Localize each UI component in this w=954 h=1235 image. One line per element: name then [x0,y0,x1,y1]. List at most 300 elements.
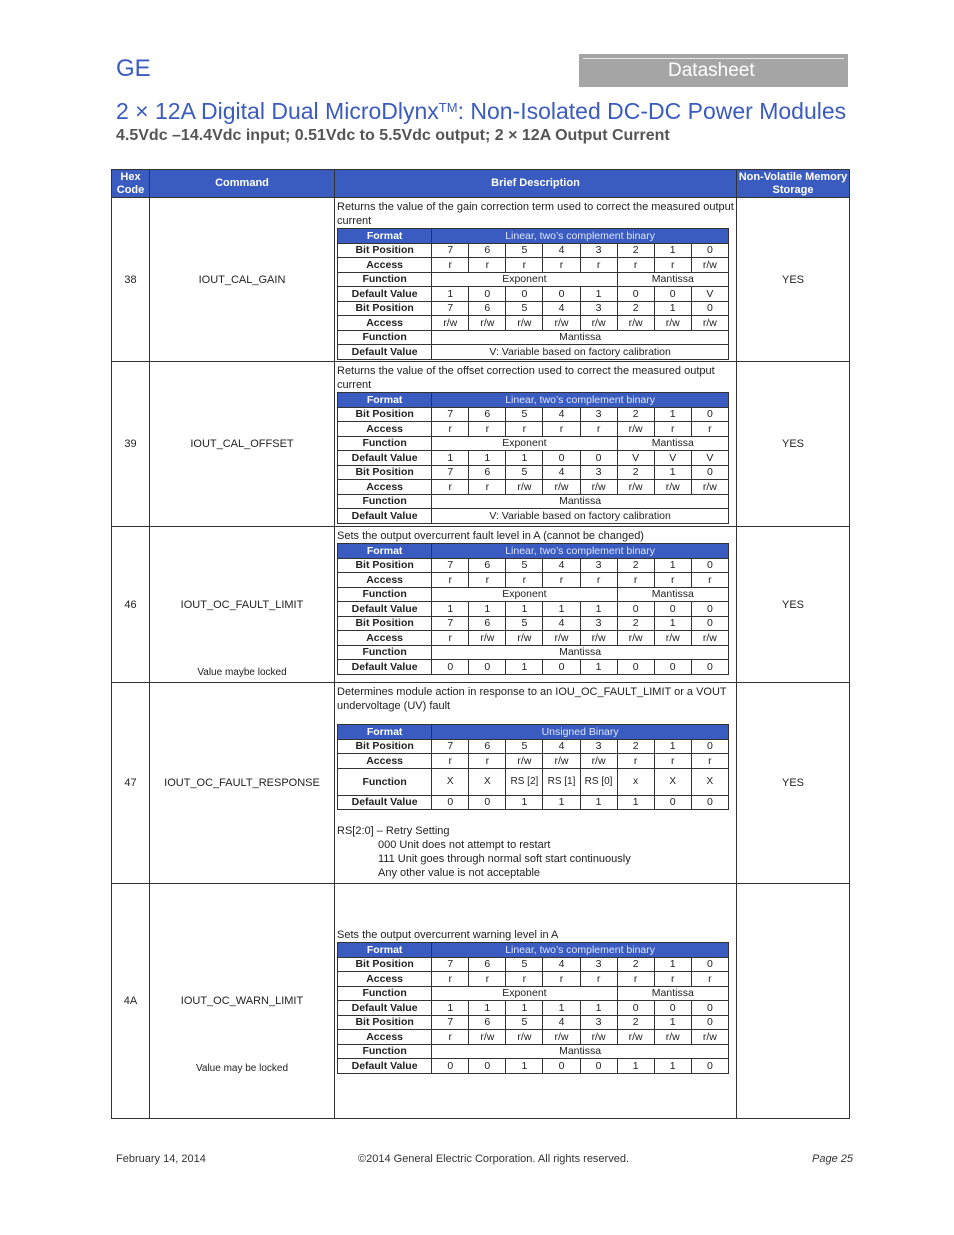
bit-cell: 0 [691,1001,728,1016]
header-brief-description: Brief Description [335,170,737,198]
bit-cell: 1 [580,287,617,302]
bit-cell: r [506,258,543,273]
access-row [338,754,729,769]
bit-cell: 1 [617,795,654,810]
bit-position-row [338,465,729,480]
row-label: Format [338,943,432,958]
bit-cell: r/w [617,422,654,437]
register-table [337,228,729,360]
notes-heading: RS[2:0] – Retry Setting [337,825,450,837]
function-row [338,494,729,509]
nvm-value [737,884,850,1119]
bit-cell: r [432,631,469,646]
nvm-value: YES [737,527,850,683]
exponent-cell: Exponent [432,587,617,602]
row-label: Format [338,393,432,408]
format-value: Linear, two’s complement binary [432,229,729,244]
bit-cell: 2 [617,616,654,631]
brief-description [335,362,737,527]
bit-cell: r/w [691,631,728,646]
bit-cell: r [580,573,617,588]
row-label: Function [338,645,432,660]
bit-cell: r [691,573,728,588]
bit-cell: 3 [580,558,617,573]
bit-cell: 3 [580,243,617,258]
bit-cell: 7 [432,957,469,972]
bit-cell: 1 [654,465,691,480]
bit-cell: r/w [469,316,506,331]
header-command: Command [150,170,335,198]
function-row [338,986,729,1001]
bit-position-row [338,301,729,316]
bit-cell: RS [0] [580,768,617,795]
bit-cell: 1 [432,602,469,617]
mantissa-cell: Mantissa [432,645,729,660]
bit-cell: r/w [617,631,654,646]
title-main: 2 × 12A Digital Dual MicroDlynx [116,98,439,124]
function-row [338,436,729,451]
notes-line: 111 Unit goes through normal soft start continuously [378,853,631,865]
default-value-row [338,509,729,524]
bit-cell: 7 [432,243,469,258]
default-value-row [338,1059,729,1074]
bit-cell: r/w [617,316,654,331]
row-label: Bit Position [338,957,432,972]
row-label: Access [338,316,432,331]
bit-cell: 0 [469,660,506,675]
bit-cell: 4 [543,739,580,754]
footer-page-number: Page 25 [812,1153,853,1165]
bit-cell: 1 [654,957,691,972]
description-text: Sets the output overcurrent warning level in A [337,929,559,941]
bit-cell: 0 [691,660,728,675]
bit-cell: 1 [580,795,617,810]
bit-cell: r/w [543,316,580,331]
bit-cell: 1 [580,660,617,675]
bit-cell: r/w [580,480,617,495]
bit-cell: r [506,972,543,987]
bit-cell: r [654,972,691,987]
description-text: Returns the value of the offset correction used to correct the measured output current [337,365,715,391]
bit-cell: r [617,573,654,588]
brief-description [335,527,737,683]
bit-cell: 0 [691,957,728,972]
bit-cell: 1 [432,451,469,466]
bit-cell: 5 [506,616,543,631]
bit-cell: r [469,573,506,588]
bit-cell: 1 [432,1001,469,1016]
notes-line: 000 Unit does not attempt to restart [378,839,551,851]
mantissa-cell: Mantissa [432,494,729,509]
bit-cell: r/w [617,1030,654,1045]
format-value: Linear, two’s complement binary [432,544,729,559]
format-value: Unsigned Binary [432,725,729,740]
bit-cell: 4 [543,957,580,972]
ge-logo: GE [116,55,151,82]
row-label: Default Value [338,509,432,524]
bit-cell: r [432,258,469,273]
bit-cell: 1 [580,1001,617,1016]
command-cell [150,884,335,1119]
bit-cell: r [617,258,654,273]
command-name: IOUT_OC_FAULT_RESPONSE [150,683,335,884]
bit-cell: 3 [580,465,617,480]
bit-cell: 4 [543,616,580,631]
factory-note: V: Variable based on factory calibration [432,509,729,524]
bit-cell: 0 [654,287,691,302]
row-label: Function [338,986,432,1001]
page-title [116,98,846,125]
command-name: IOUT_OC_WARN_LIMIT [180,995,304,1007]
format-row [338,229,729,244]
bit-cell: 0 [691,1015,728,1030]
bit-cell: r/w [691,1030,728,1045]
table-row [112,198,850,362]
bit-cell: r/w [654,316,691,331]
mantissa-cell: Mantissa [617,986,728,1001]
register-table [337,543,729,675]
row-label: Default Value [338,795,432,810]
bit-position-row [338,739,729,754]
bit-cell: RS [1] [543,768,580,795]
bit-cell: 0 [432,795,469,810]
bit-cell: 0 [691,616,728,631]
bit-cell: 4 [543,558,580,573]
bit-cell: 0 [543,287,580,302]
nvm-value: YES [737,362,850,527]
command-name: IOUT_CAL_OFFSET [150,362,335,527]
bit-cell: 7 [432,407,469,422]
format-value: Linear, two’s complement binary [432,943,729,958]
exponent-cell: Exponent [432,986,617,1001]
row-label: Function [338,436,432,451]
bit-cell: r [580,258,617,273]
bit-cell: 1 [432,287,469,302]
bit-cell: 4 [543,465,580,480]
bit-cell: r [469,422,506,437]
bit-cell: 0 [691,243,728,258]
bit-cell: 1 [654,1059,691,1074]
brief-description [335,198,737,362]
bit-cell: 4 [543,301,580,316]
bit-cell: r/w [691,258,728,273]
bit-position-row [338,243,729,258]
description-text: Sets the output overcurrent fault level in A (cannot be changed) [337,530,644,542]
bit-cell: r/w [543,480,580,495]
hex-code: 47 [112,683,150,884]
bit-cell: 0 [617,602,654,617]
title-rest: : Non-Isolated DC-DC Power Modules [457,98,847,124]
function-row [338,645,729,660]
bit-cell: V [691,287,728,302]
bit-cell: r/w [580,1030,617,1045]
bit-cell: r [432,972,469,987]
default-value-row [338,451,729,466]
description-text: Returns the value of the gain correction term used to correct the measured output current [337,201,734,227]
bit-cell: 3 [580,739,617,754]
bit-cell: r [691,422,728,437]
row-label: Default Value [338,451,432,466]
bit-cell: r [506,573,543,588]
bit-cell: X [654,768,691,795]
bit-cell: 6 [469,616,506,631]
access-row [338,422,729,437]
format-row [338,943,729,958]
bit-cell: 0 [543,1059,580,1074]
bit-cell: r [543,972,580,987]
table-row [112,527,850,683]
default-value-row [338,1001,729,1016]
row-label: Access [338,258,432,273]
bit-cell: 1 [654,616,691,631]
lock-note: Value may be locked [195,1063,289,1074]
row-label: Default Value [338,345,432,360]
bit-cell: r [543,573,580,588]
bit-cell: r/w [543,631,580,646]
access-row [338,316,729,331]
hex-code: 4A [112,884,150,1119]
bit-cell: 2 [617,957,654,972]
bit-cell: 1 [469,1001,506,1016]
table-header-row [112,170,850,198]
bit-cell: 7 [432,558,469,573]
bit-cell: 1 [654,301,691,316]
bit-cell: r/w [617,480,654,495]
bit-cell: r/w [580,316,617,331]
brief-description [335,683,737,884]
row-label: Default Value [338,602,432,617]
bit-cell: r/w [469,1030,506,1045]
default-value-row [338,660,729,675]
bit-cell: r/w [506,631,543,646]
exponent-cell: Exponent [432,272,617,287]
bit-cell: X [691,768,728,795]
access-row [338,1030,729,1045]
bit-cell: r/w [506,754,543,769]
bit-cell: r [617,972,654,987]
bit-cell: 1 [506,1059,543,1074]
bit-cell: r/w [654,480,691,495]
bit-cell: 0 [691,558,728,573]
bit-cell: r [432,754,469,769]
bit-cell: r/w [543,754,580,769]
bit-cell: 2 [617,407,654,422]
bit-cell: 6 [469,739,506,754]
bit-cell: 1 [543,1001,580,1016]
bit-cell: 5 [506,243,543,258]
row-label: Format [338,544,432,559]
bit-cell: r/w [654,631,691,646]
bit-cell: r/w [691,316,728,331]
bit-cell: 0 [691,1059,728,1074]
row-label: Default Value [338,287,432,302]
bit-cell: 2 [617,1015,654,1030]
description-text: Determines module action in response to an IOU_OC_FAULT_LIMIT or a VOUT undervoltage (UV) fault [337,686,727,712]
factory-note: V: Variable based on factory calibration [432,345,729,360]
row-label: Access [338,972,432,987]
bit-cell: 1 [654,558,691,573]
mantissa-cell: Mantissa [432,330,729,345]
row-label: Access [338,1030,432,1045]
bit-cell: r [469,258,506,273]
function-row [338,272,729,287]
bit-cell: X [469,768,506,795]
bit-cell: r [432,480,469,495]
bit-cell: 0 [617,287,654,302]
row-label: Function [338,494,432,509]
bit-cell: 7 [432,301,469,316]
row-label: Function [338,330,432,345]
access-row [338,972,729,987]
footer-copyright: ©2014 General Electric Corporation. All rights reserved. [358,1153,630,1165]
row-label: Default Value [338,660,432,675]
bit-cell: 6 [469,407,506,422]
command-name: IOUT_CAL_GAIN [150,198,335,362]
bit-cell: 1 [654,1015,691,1030]
bit-cell: 3 [580,1015,617,1030]
bit-cell: 0 [654,660,691,675]
bit-cell: 5 [506,1015,543,1030]
bit-cell: r [432,1030,469,1045]
bit-cell: 4 [543,243,580,258]
default-value-row [338,602,729,617]
bit-cell: r [654,422,691,437]
row-label: Access [338,422,432,437]
bit-position-row [338,407,729,422]
function-row [338,330,729,345]
format-row [338,393,729,408]
bit-cell: r [432,573,469,588]
datasheet-banner: Datasheet [579,54,848,87]
format-row [338,725,729,740]
bit-cell: 1 [580,602,617,617]
access-row [338,480,729,495]
notes-line: Any other value is not acceptable [378,867,541,879]
page-subtitle: 4.5Vdc –14.4Vdc input; 0.51Vdc to 5.5Vdc output; 2 × 12A Output Current [116,127,670,144]
bit-cell: r [506,422,543,437]
bit-cell: r/w [691,480,728,495]
bit-cell: 0 [654,602,691,617]
row-label: Bit Position [338,1015,432,1030]
default-value-row [338,287,729,302]
header-hex-code: Hex Code [112,170,150,198]
hex-code: 38 [112,198,150,362]
bit-cell: 0 [654,1001,691,1016]
brief-description [335,884,737,1119]
bit-cell: 2 [617,243,654,258]
bit-cell: X [432,768,469,795]
bit-cell: 5 [506,558,543,573]
nvm-value: YES [737,683,850,884]
row-label: Function [338,1044,432,1059]
nvm-value: YES [737,198,850,362]
row-label: Function [338,272,432,287]
row-label: Bit Position [338,739,432,754]
bit-cell: 5 [506,465,543,480]
bit-cell: 7 [432,739,469,754]
bit-cell: 0 [506,287,543,302]
bit-cell: r/w [469,631,506,646]
bit-position-row [338,957,729,972]
bit-cell: r [654,754,691,769]
mantissa-cell: Mantissa [617,436,728,451]
register-table [337,392,729,524]
bit-cell: 6 [469,243,506,258]
command-cell [150,527,335,683]
table-row [112,683,850,884]
bit-cell: 7 [432,465,469,480]
bit-cell: 3 [580,407,617,422]
table-row [112,362,850,527]
bit-position-row [338,616,729,631]
access-row [338,258,729,273]
bit-position-row [338,1015,729,1030]
bit-cell: r [432,422,469,437]
mantissa-cell: Mantissa [617,272,728,287]
row-label: Bit Position [338,616,432,631]
hex-code: 39 [112,362,150,527]
bit-cell: 0 [691,739,728,754]
bit-cell: RS [2] [506,768,543,795]
mantissa-cell: Mantissa [617,587,728,602]
bit-cell: 0 [617,1001,654,1016]
bit-cell: 2 [617,301,654,316]
bit-cell: 0 [617,660,654,675]
bit-cell: 0 [469,1059,506,1074]
bit-cell: 1 [469,451,506,466]
row-label: Bit Position [338,243,432,258]
bit-cell: 1 [654,739,691,754]
bit-cell: 4 [543,407,580,422]
row-label: Access [338,573,432,588]
bit-cell: 1 [617,1059,654,1074]
bit-cell: 0 [543,451,580,466]
bit-cell: 1 [506,795,543,810]
bit-cell: 5 [506,301,543,316]
bit-cell: 1 [654,243,691,258]
bit-cell: x [617,768,654,795]
bit-cell: 0 [691,465,728,480]
bit-cell: r [691,972,728,987]
bit-cell: 5 [506,739,543,754]
bit-cell: 0 [580,1059,617,1074]
bit-cell: r/w [506,316,543,331]
bit-cell: r [617,754,654,769]
footer-date: February 14, 2014 [116,1153,206,1165]
function-row [338,768,729,795]
bit-cell: 1 [543,602,580,617]
bit-cell: 0 [543,660,580,675]
bit-cell: 1 [654,407,691,422]
bit-cell: 6 [469,1015,506,1030]
bit-cell: 6 [469,558,506,573]
row-label: Default Value [338,1001,432,1016]
row-label: Bit Position [338,407,432,422]
access-row [338,631,729,646]
bit-cell: r [580,422,617,437]
command-name: IOUT_OC_FAULT_LIMIT [180,598,304,611]
bit-cell: r [654,573,691,588]
row-label: Format [338,725,432,740]
bit-cell: 6 [469,957,506,972]
bit-cell: 0 [469,287,506,302]
bit-cell: V [617,451,654,466]
bit-cell: 0 [654,795,691,810]
trademark-mark: TM [438,100,458,115]
bit-cell: r/w [506,1030,543,1045]
bit-cell: 3 [580,616,617,631]
lock-note: Value maybe locked [197,667,287,678]
